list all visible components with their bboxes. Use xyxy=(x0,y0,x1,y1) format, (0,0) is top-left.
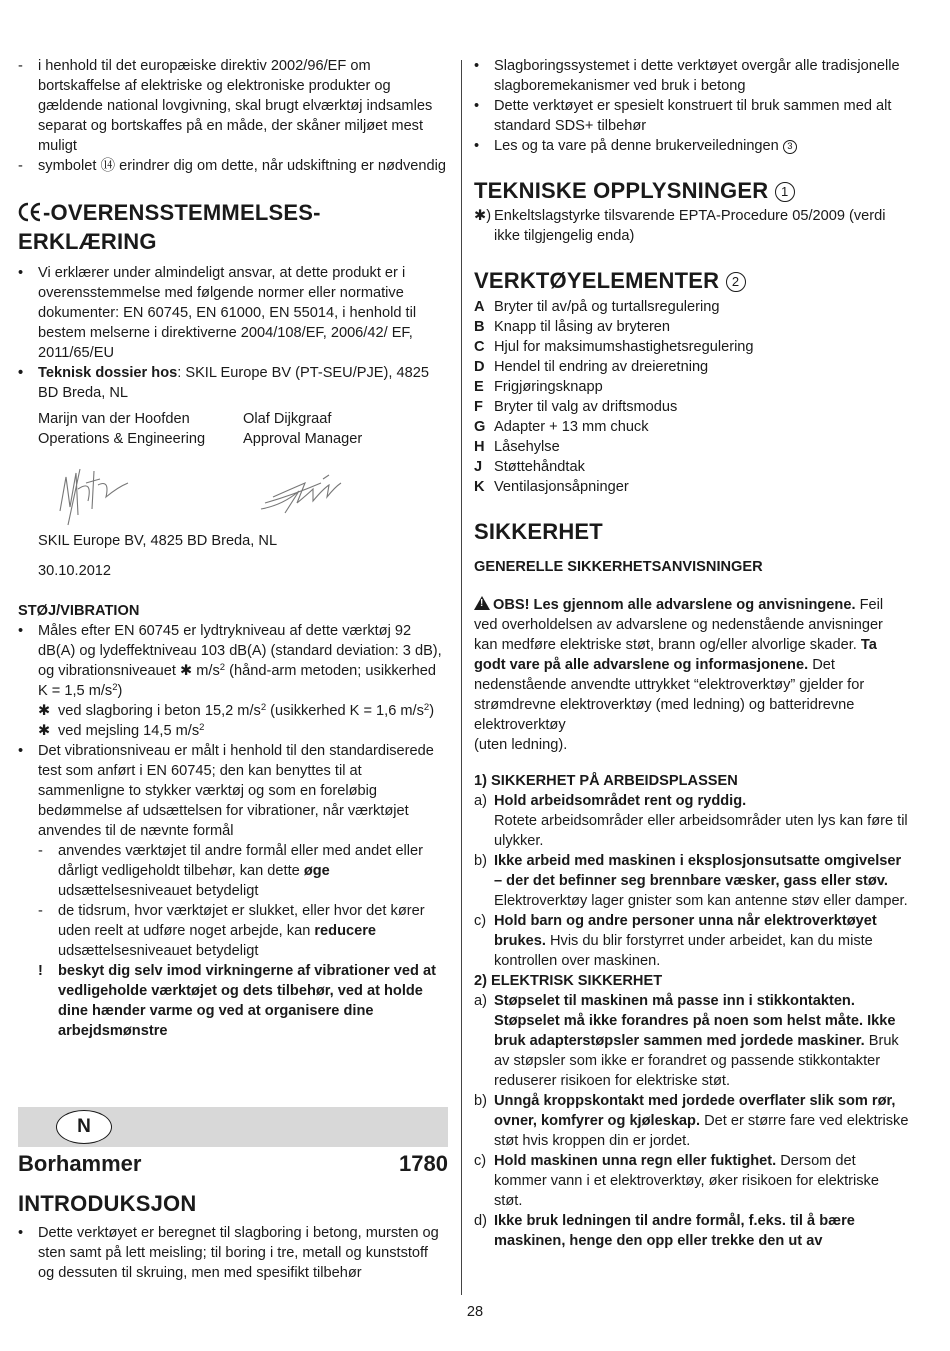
ce-declaration: Vi erklærer under almindeligt ansvar, at dette produkt er i overensstemmelse med følgende normer eller normative dokumenter: EN 60745, EN 61000, EN 55014, i henhold til bestem melserne i direktiverne 2004/108/EF, 2006/42/ EF, 2011/65/EU xyxy=(38,265,417,361)
element-label: Bryter til av/på og turtallsregulering xyxy=(494,299,720,315)
list-item: ✱) Enkeltslagstyrke tilsvarende EPTA-Procedure 05/2009 (verdi ikke tilgjengelig enda) xyxy=(474,208,886,244)
signature-1 xyxy=(38,449,243,531)
section-heading: 1) SIKKERHET PÅ ARBEIDSPLASSEN xyxy=(474,773,738,789)
element-letter: H xyxy=(474,439,485,455)
element-label: Bryter til valg av driftsmodus xyxy=(494,399,678,415)
element-letter: C xyxy=(474,339,485,355)
list-item: c) Hold barn og andre personer unna når elektroverktøyet brukes. Hvis du blir forstyrret under arbeidet, kan du miste kontrollen over maskinen. xyxy=(474,913,877,969)
figure-ref: 1 xyxy=(775,182,795,202)
list-item: - anvendes værktøjet til andre formål eller med andet eller dårligt vedligeholdt tilbehør, kan dette øge udsættelsesniveauet betydeligt xyxy=(38,843,424,899)
element-letter: D xyxy=(474,359,485,375)
list-item: • Dette verktøyet er beregnet til slagboring i betong, mursten og sten samt på lett meisling; til boring i tre, metall og kunststoff og dessuten til skruing, men med spesifikt tilbehør xyxy=(18,1225,439,1281)
obs-paragraph: !OBS! Les gjennom alle advarslene og anvisningene. Feil ved overholdelsen av advarslene og nedenstående anvisninger kan medføre elektriske støt, brann og/eller alvorlige skader. Ta godt vare på alle advarslene og informasjonene. Det nedenstående anvendte uttrykket “elektroverktøy” gjelder for strømdrevne elektroverktøy (med ledning) og batteridrevne elektroverktøy (uten ledning). xyxy=(474,595,910,755)
section-heading: 2) ELEKTRISK SIKKERHET xyxy=(474,973,663,989)
list-item: b) Ikke arbeid med maskinen i eksplosjonsutsatte omgivelser – der det befinner seg brennbare væsker, gass eller støv. Elektroverktøy lager gnister som kan antenne støv eller damper. xyxy=(474,853,908,909)
element-label: Støttehåndtak xyxy=(494,459,585,475)
signatory-title: Operations & Engineering xyxy=(38,431,206,447)
safety-heading: SIKKERHET xyxy=(474,519,603,544)
element-item xyxy=(474,357,910,377)
symbol-text: symbolet ⑭ erindrer dig om dette, når udskiftning er nødvendig xyxy=(38,158,447,174)
page-number: 28 xyxy=(466,1304,484,1320)
element-label: Ventilasjonsåpninger xyxy=(494,479,629,495)
column-divider xyxy=(461,60,462,1295)
star-icon: ✱ xyxy=(38,703,51,719)
element-item xyxy=(474,477,910,497)
element-letter: G xyxy=(474,419,486,435)
element-letter: J xyxy=(474,459,483,475)
product-title xyxy=(18,1151,448,1177)
signature-images xyxy=(18,449,448,531)
star-icon: ✱) xyxy=(474,208,492,224)
list-item: • Teknisk dossier hos: SKIL Europe BV (PT-SEU/PJE), 4825 BD Breda, NL xyxy=(18,365,429,401)
product-name: Borhammer xyxy=(18,1151,142,1176)
product-code: 1780 xyxy=(399,1151,448,1176)
element-label: Hendel til endring av dreieretning xyxy=(494,359,709,375)
signatory-name: Marijn van der Hoofden xyxy=(38,411,190,427)
list-item: - de tidsrum, hvor værktøjet er slukket, eller hvor det kører uden reelt at udføre noget arbejde, kan reducere udsættelsesniveauet betydeligt xyxy=(38,903,425,959)
list-item: • Les og ta vare på denne brukerveiledningen 3 xyxy=(474,136,910,156)
element-letter: F xyxy=(474,399,483,415)
element-label: Frigjøringsknapp xyxy=(494,379,603,395)
element-letter: E xyxy=(474,379,484,395)
list-item: - symbolet ⑭ erindrer dig om dette, når udskiftning er nødvendig xyxy=(18,158,447,174)
list-item: - i henhold til det europæiske direktiv 2002/96/EF om bortskaffelse af elektriske og elektroniske produkter og gældende national lovgivning, skal brugt elværktøj indsamles separat og bortskaffes på en måde, der skåner miljøet mest muligt xyxy=(18,58,433,154)
language-badge: N xyxy=(56,1110,112,1144)
intro-heading: INTRODUKSJON xyxy=(18,1191,197,1216)
elements-heading: VERKTØYELEMENTER 2 xyxy=(474,268,910,294)
list-item: ✱ ved slagboring i beton 15,2 $m/s^2$ (usikkerhed K = 1,6 $m/s^2$) xyxy=(38,702,435,719)
list-item: a) Støpselet til maskinen må passe inn i stikkontakten. Støpselet må ikke forandres på noen som helst måte. Ikke bruk adapterstøpsler sammen med jordede maskiner. Bruk av støpsler som ikke er forandret og passende stikkontakter reduserer risikoen for elektriske støt. xyxy=(474,993,899,1089)
list-item: a) Hold arbeidsområdet rent og ryddig. Rotete arbeidsområder eller arbeidsområder uten lys kan føre til ulykker. xyxy=(474,793,908,849)
element-item xyxy=(474,377,910,397)
element-letter: A xyxy=(474,299,485,315)
declaration-date: 30.10.2012 xyxy=(38,563,112,579)
element-item xyxy=(474,417,910,437)
list-item: • Måles efter EN 60745 er lydtrykniveau af dette værktøj 92 dB(A) og lydeffektniveau 103 dB(A) (standard deviation: 3 dB), og vibrationsniveauet ✱ $m/s^2$ (hånd-arm metoden; usikkerhed K = 1,5 $m/s^2$) xyxy=(18,623,442,699)
element-label: Knapp til låsing av bryteren xyxy=(494,319,671,335)
list-item: b) Unngå kroppskontakt med jordede overflater slik som rør, ovner, komfyrer og kjøleskap. Det er større fare ved elektriske støt hvis kroppen din er jordet. xyxy=(474,1093,909,1149)
elements-list xyxy=(474,297,910,497)
star-icon: ✱ xyxy=(38,723,51,739)
element-item xyxy=(474,337,910,357)
list-item: ! beskyt dig selv imod virkningerne af vibrationer ved at vedligeholde værktøjet og dets tilbehør, ved at holde dine hænder varme og ved at organisere dine arbejdsmønstre xyxy=(38,963,436,1039)
list-item: • Slagboringssystemet i dette verktøyet overgår alle tradisjonelle slagboremekanismer ved bruk i betong xyxy=(474,58,900,94)
element-label: Adapter + 13 mm chuck xyxy=(494,419,649,435)
language-bar xyxy=(18,1107,448,1147)
signatory-title: Approval Manager xyxy=(243,431,363,447)
tech-heading: TEKNISKE OPPLYSNINGER 1 xyxy=(474,178,910,204)
list-item: d) Ikke bruk ledningen til andre formål, f.eks. til å bære maskinen, henge den opp eller trekke den ut av xyxy=(474,1213,855,1249)
list-item: • Det vibrationsniveau er målt i henhold til den standardiserede test som anført i EN 60745; den kan benyttes til at sammenligne to stykker værktøj og som en foreløbig bedømmelse af udsættelsen for vibrationer, når værktøjet anvendes til de nævnte formål xyxy=(18,743,434,839)
element-item xyxy=(474,317,910,337)
element-item xyxy=(474,437,910,457)
warning-icon xyxy=(474,596,490,610)
element-label: Låsehylse xyxy=(494,439,560,455)
ce-heading: -OVERENSSTEMMELSES- ERKLÆRING xyxy=(18,200,321,254)
list-item: ✱ ved mejsling 14,5 $m/s^2$ xyxy=(38,722,205,739)
signature-2 xyxy=(243,449,448,531)
ce-mark-icon xyxy=(18,201,42,229)
figure-ref: 2 xyxy=(726,272,746,292)
element-letter: K xyxy=(474,479,485,495)
general-safety-heading: GENERELLE SIKKERHETSANVISNINGER xyxy=(474,559,763,575)
element-item xyxy=(474,397,910,417)
signatory-name: Olaf Dijkgraaf xyxy=(243,411,332,427)
disposal-text: i henhold til det europæiske direktiv 2002/96/EF om bortskaffelse af elektriske og elektroniske produkter og gældende national lovgivning, skal brugt elværktøj indsamles separat og bortskaffes på en måde, der skåner miljøet mest muligt xyxy=(38,58,433,154)
element-letter: B xyxy=(474,319,485,335)
company-address: SKIL Europe BV, 4825 BD Breda, NL xyxy=(38,533,278,549)
figure-ref: 3 xyxy=(783,140,797,154)
list-item: • Dette verktøyet er spesielt konstruert til bruk sammen med alt standard SDS+ tilbehør xyxy=(474,98,892,134)
left-column xyxy=(18,56,448,1041)
element-item xyxy=(474,297,910,317)
tech-dossier-label: Teknisk dossier hos xyxy=(38,365,178,381)
signatories xyxy=(18,409,448,449)
product-section xyxy=(18,1151,448,1283)
element-label: Hjul for maksimumshastighetsregulering xyxy=(494,339,754,355)
noise-heading: STØJ/VIBRATION xyxy=(18,603,140,619)
list-item: • Vi erklærer under almindeligt ansvar, at dette produkt er i overensstemmelse med følgende normer eller normative dokumenter: EN 60745, EN 61000, EN 55014, i henhold til bestem melserne i direktiverne 2004/108/EF, 2006/42/ EF, 2011/65/EU xyxy=(18,265,417,361)
list-item: c) Hold maskinen unna regn eller fuktighet. Dersom det kommer vann i et elektroverktøy, øker risikoen for elektriske støt. xyxy=(474,1153,879,1209)
element-item xyxy=(474,457,910,477)
right-column xyxy=(474,56,910,1251)
